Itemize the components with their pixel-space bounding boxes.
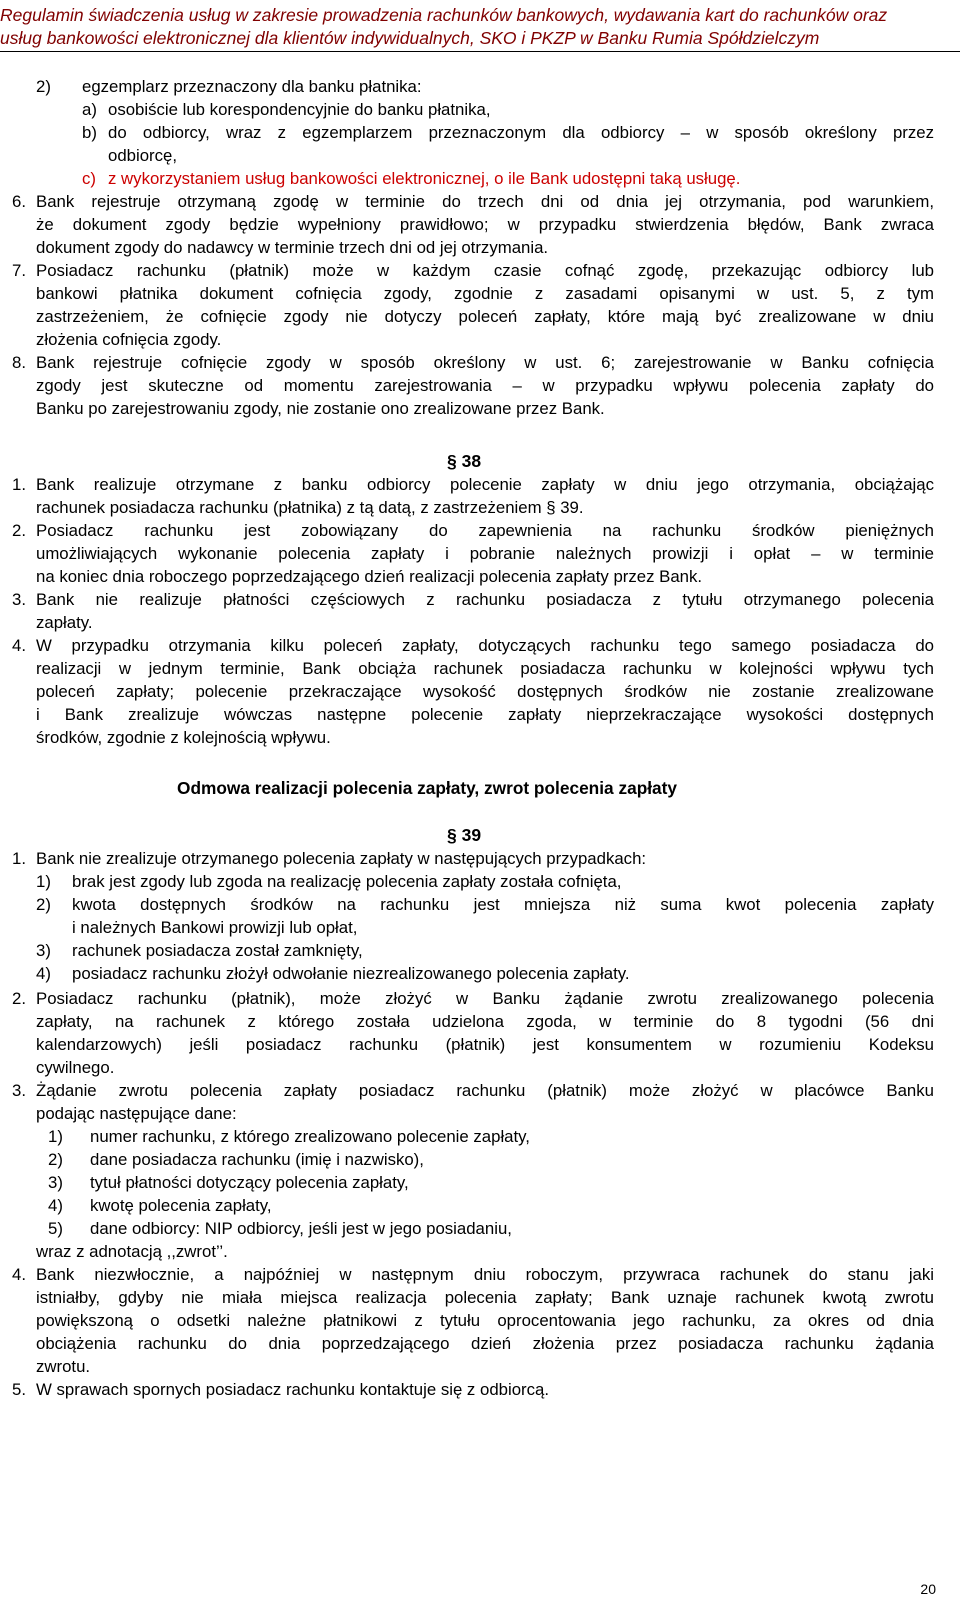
list-item-text: kwota dostępnych środków na rachunku jest mniejsza niż suma kwot polecenia zapłaty	[72, 895, 934, 914]
list-item-text: tytuł płatności dotyczący polecenia zapłaty,	[90, 1173, 409, 1192]
paragraph-line: W przypadku otrzymania kilku poleceń zapłaty, dotyczących rachunku tego samego posiadacza do	[36, 636, 934, 655]
paragraph-number: 1.	[12, 849, 26, 868]
paragraph-line: Bank nie zrealizuje otrzymanego polecenia zapłaty w następujących przypadkach:	[36, 849, 647, 868]
paragraph-number: 6.	[12, 192, 26, 211]
paragraph-number: 3.	[12, 1081, 26, 1100]
paragraph-line: Żądanie zwrotu polecenia zapłaty posiadacz rachunku (płatnik) może złożyć w placówce Banku	[36, 1081, 934, 1100]
section-title: § 38	[447, 451, 482, 471]
header-line-1: Regulamin świadczenia usług w zakresie prowadzenia rachunków bankowych, wydawania kart do rachunków oraz	[0, 5, 888, 25]
list-item-text: osobiście lub korespondencyjnie do banku płatnika,	[108, 100, 491, 119]
page-number: 20	[920, 1581, 936, 1597]
list-marker: 2)	[36, 895, 51, 914]
header-line-2: usług bankowości elektronicznej dla klientów indywidualnych, SKO i PKZP w Banku Rumia Spółdzielczym	[0, 28, 820, 48]
paragraph-line: Banku po zarejestrowaniu zgody, nie zostanie ono zrealizowane przez Bank.	[36, 399, 605, 418]
paragraph-line: istniałby, gdyby nie miała miejsca realizacja polecenia zapłaty; Bank uznaje rachunek kwotą zwrotu	[36, 1288, 934, 1307]
list-marker: 1)	[48, 1127, 63, 1146]
paragraph-line: Bank realizuje otrzymane z banku odbiorcy polecenie zapłaty w dniu jego otrzymania, obciążając	[36, 475, 934, 494]
list-marker: 3)	[36, 941, 51, 960]
paragraph-line: Bank rejestruje cofnięcie zgody w sposób określony w ust. 6; zarejestrowanie w Banku cofnięcia	[36, 353, 934, 372]
paragraph-number: 2.	[12, 521, 26, 540]
list-item-text: odbiorcę,	[108, 146, 178, 165]
list-marker: 3)	[48, 1173, 63, 1192]
paragraph-line: poleceń zapłaty; polecenie przekraczające wysokość dostępnych środków nie zostanie zrealizowane	[36, 682, 934, 701]
list-marker: b)	[82, 123, 97, 142]
list-item-text: kwotę polecenia zapłaty,	[90, 1196, 272, 1215]
list-marker: 4)	[48, 1196, 63, 1215]
list-marker: 5)	[48, 1219, 63, 1238]
list-item-text: egzemplarz przeznaczony dla banku płatnika:	[82, 77, 422, 96]
paragraph-line: bankowi płatnika dokument cofnięcia zgody, zgodnie z zasadami opisanymi w ust. 5, z tym	[36, 284, 934, 303]
paragraph-number: 4.	[12, 636, 26, 655]
paragraph-line: podając następujące dane:	[36, 1104, 237, 1123]
paragraph-number: 8.	[12, 353, 26, 372]
paragraph-line: zapłaty, na rachunek z którego została udzielona zgoda, w terminie do 8 tygodni (56 dni	[36, 1012, 934, 1031]
list-item-text: posiadacz rachunku złożył odwołanie niezrealizowanego polecenia zapłaty.	[72, 964, 630, 983]
paragraph-number: 1.	[12, 475, 26, 494]
section-heading: Odmowa realizacji polecenia zapłaty, zwrot polecenia zapłaty	[177, 778, 678, 798]
paragraph-line: Posiadacz rachunku (płatnik) może w każdym czasie cofnąć zgodę, przekazując odbiorcy lub	[36, 261, 934, 280]
paragraph-line: rachunek posiadacza rachunku (płatnika) z tą datą, z zastrzeżeniem § 39.	[36, 498, 584, 517]
paragraph-line: cywilnego.	[36, 1058, 115, 1077]
list-marker: 1)	[36, 872, 51, 891]
list-marker: 4)	[36, 964, 51, 983]
section-title: § 39	[447, 825, 482, 845]
paragraph-line: obciążenia rachunku do dnia poprzedzającego dzień złożenia przez posiadacza rachunku żądania	[36, 1334, 934, 1353]
list-item-text: dane odbiorcy: NIP odbiorcy, jeśli jest w jego posiadaniu,	[90, 1219, 512, 1238]
paragraph-number: 4.	[12, 1265, 26, 1284]
list-item-text: brak jest zgody lub zgoda na realizację polecenia zapłaty została cofnięta,	[72, 872, 622, 891]
list-marker: 2)	[36, 77, 51, 96]
paragraph-line: Posiadacz rachunku (płatnik), może złożyć w Banku żądanie zwrotu zrealizowanego polecenia	[36, 989, 934, 1008]
paragraph-line: na koniec dnia roboczego poprzedzającego dzień realizacji polecenia zapłaty przez Bank.	[36, 567, 703, 586]
paragraph-line: Bank nie realizuje płatności częściowych z rachunku posiadacza z tytułu otrzymanego polecenia	[36, 590, 934, 609]
header-rule	[0, 51, 960, 52]
paragraph-number: 7.	[12, 261, 26, 280]
paragraph-number: 2.	[12, 989, 26, 1008]
list-item-text: numer rachunku, z którego zrealizowano polecenie zapłaty,	[90, 1127, 530, 1146]
paragraph-line: umożliwiających wykonanie polecenia zapłaty i pobranie należnych prowizji i opłat – w terminie	[36, 544, 934, 563]
paragraph-line: Bank rejestruje otrzymaną zgodę w terminie do trzech dni od dnia jej otrzymania, pod warunkiem,	[36, 192, 934, 211]
paragraph-number: 3.	[12, 590, 26, 609]
paragraph-line: Posiadacz rachunku jest zobowiązany do zapewnienia na rachunku środków pieniężnych	[36, 521, 934, 540]
paragraph-line: W sprawach spornych posiadacz rachunku kontaktuje się z odbiorcą.	[36, 1380, 550, 1399]
paragraph-line: Bank niezwłocznie, a najpóźniej w następnym dniu roboczym, przywraca rachunek do stanu jaki	[36, 1265, 934, 1284]
list-item-text: i należnych Bankowi prowizji lub opłat,	[72, 918, 358, 937]
paragraph-line: zastrzeżeniem, że cofnięcie zgody nie dotyczy poleceń zapłaty, które mają być zrealizowane w dniu	[36, 307, 934, 326]
list-item-text: z wykorzystaniem usług bankowości elektronicznej, o ile Bank udostępni taką usługę.	[108, 169, 741, 188]
list-marker: c)	[82, 169, 96, 188]
list-marker: 2)	[48, 1150, 63, 1169]
paragraph-line: realizacji w jednym terminie, Bank obciąża rachunek posiadacza rachunku w kolejności wpływu tych	[36, 659, 934, 678]
paragraph-line: środków, zgodnie z kolejnością wpływu.	[36, 728, 331, 747]
paragraph-line: zgody jest skuteczne od momentu zarejestrowania – w przypadku wpływu polecenia zapłaty do	[36, 376, 934, 395]
list-marker: a)	[82, 100, 97, 119]
paragraph-line: i Bank zrealizuje wówczas następne polecenie zapłaty nieprzekraczające wysokości dostępnych	[36, 705, 934, 724]
paragraph-line: złożenia cofnięcia zgody.	[36, 330, 222, 349]
paragraph-line: kalendarzowych) jeśli posiadacz rachunku (płatnik) jest konsumentem w rozumieniu Kodeksu	[36, 1035, 934, 1054]
running-header	[0, 4, 960, 50]
paragraph-line: dokument zgody do nadawcy w terminie trzech dni od jej otrzymania.	[36, 238, 549, 257]
paragraph-line: wraz z adnotacją ,,zwrot’’.	[36, 1242, 228, 1261]
list-item-text: do odbiorcy, wraz z egzemplarzem przeznaczonym dla odbiorcy – w sposób określony przez	[108, 123, 934, 142]
paragraph-line: powiększoną o odsetki należne płatnikowi z tytułu oprocentowania jego rachunku, za okres od dnia	[36, 1311, 934, 1330]
paragraph-line: zwrotu.	[36, 1357, 91, 1376]
paragraph-number: 5.	[12, 1380, 26, 1399]
paragraph-line: zapłaty.	[36, 613, 93, 632]
list-item-text: rachunek posiadacza został zamknięty,	[72, 941, 363, 960]
paragraph-line: że dokument zgody będzie wypełniony prawidłowo; w przypadku stwierdzenia błędów, Bank zwraca	[36, 215, 934, 234]
list-item-text: dane posiadacza rachunku (imię i nazwisko),	[90, 1150, 424, 1169]
